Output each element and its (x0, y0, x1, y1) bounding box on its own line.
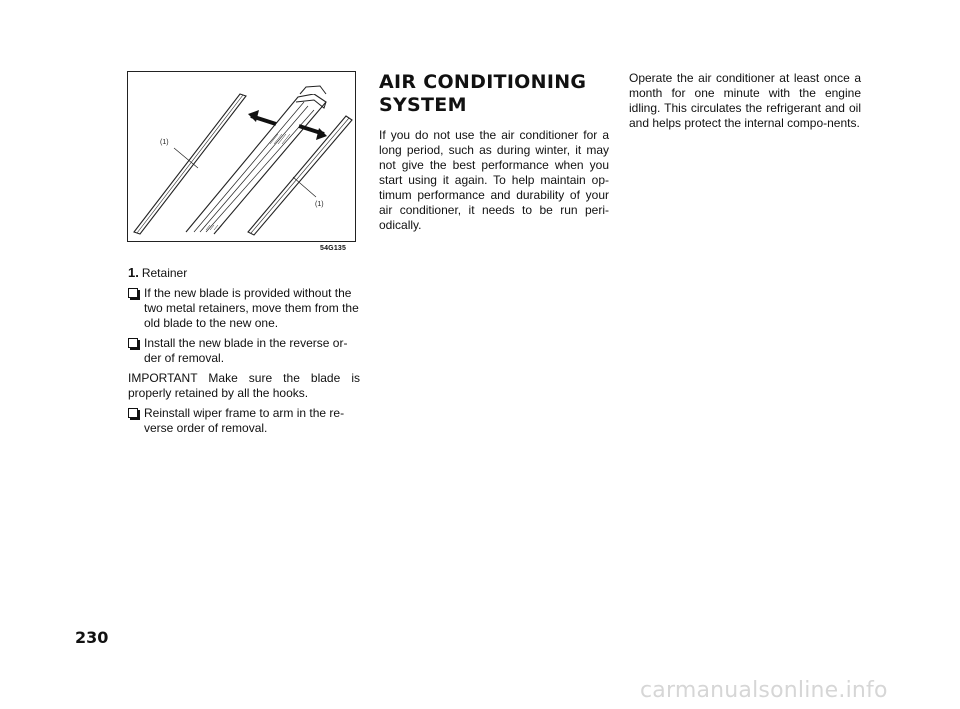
wiper-blade-drawing (128, 72, 356, 242)
legend-label: Retainer (141, 266, 188, 280)
instruction-item (128, 286, 360, 331)
callout-label-right: (1) (315, 201, 324, 208)
figure-code: 54G135 (320, 245, 347, 252)
figure-legend (128, 265, 360, 281)
instruction-item (128, 336, 360, 366)
watermark: carmanualsonline.info (640, 678, 888, 703)
checkbox-bullet-icon (128, 338, 138, 348)
section-paragraph: If you do not use the air conditioner for a long period, such as during winter, it may not give the best performance when you start using it again. To help maintain op-timum performance and durability of your air conditioner, it needs to be run peri-odically. (379, 128, 609, 232)
section-heading (379, 71, 609, 117)
left-column (128, 265, 360, 441)
instruction-text: If the new blade is provided without the two metal retainers, move them from the old blade to the new one. (144, 286, 359, 330)
important-note: IMPORTANT Make sure the blade is properly retained by all the hooks. (128, 371, 360, 400)
checkbox-bullet-icon (128, 288, 138, 298)
right-column-paragraph: Operate the air conditioner at least once a month for one minute with the engine idling. This circulates the refrigerant and oil and helps protect the internal compo-nents. (629, 71, 861, 130)
heading-line-2: SYSTEM (379, 94, 467, 116)
page-number: 230 (75, 628, 109, 647)
instruction-text: Reinstall wiper frame to arm in the re-verse order of removal. (144, 406, 345, 435)
callout-label-left: (1) (160, 139, 169, 146)
legend-number: 1. (128, 265, 139, 280)
instruction-text: Install the new blade in the reverse or-der of removal. (144, 336, 348, 365)
instruction-item (128, 406, 360, 436)
wiper-blade-illustration (127, 71, 356, 242)
checkbox-bullet-icon (128, 408, 138, 418)
heading-line-1: AIR CONDITIONING (379, 71, 587, 93)
